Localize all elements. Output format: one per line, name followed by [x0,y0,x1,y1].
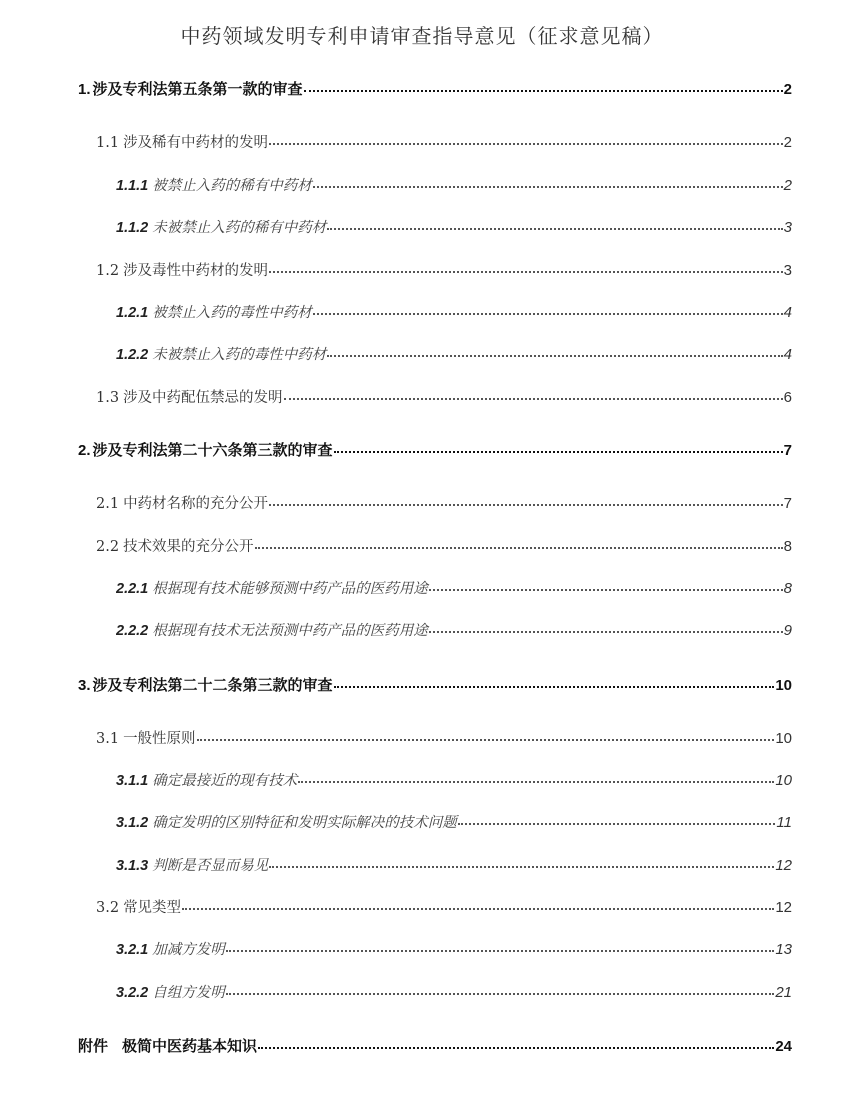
toc-entry-page: 7 [783,495,792,512]
toc-entry-page: 2 [783,81,792,98]
dot-leader [327,218,782,233]
toc-entry-1-2-2[interactable] [116,343,792,365]
toc-entry-number: 3.1.3 [116,858,149,874]
toc-entry-text: 极简中医药基本知识 [122,1038,258,1055]
dot-leader [429,621,783,636]
toc-entry-page: 2 [783,177,792,194]
toc-entry-number: 1.2.2 [116,347,149,363]
toc-entry-text: 加减方发明 [152,942,225,958]
toc-entry-number: 3.1.2 [116,815,149,831]
toc-entry-number: 1.1.2 [116,220,149,236]
toc-entry-text: 涉及专利法第二十二条第三款的审查 [92,677,333,694]
dot-leader [226,940,775,955]
toc-entry-label [96,727,196,748]
toc-entry-text: 技术效果的充分公开 [123,539,254,555]
toc-entry-number: 1.3 [96,390,120,406]
toc-entry-page: 10 [775,730,792,747]
toc-entry-number: 1.2.1 [116,305,149,321]
toc-entry-page: 21 [775,984,792,1001]
toc-entry-page: 8 [783,538,792,555]
toc-entry-label [96,386,283,407]
toc-entry-label [116,301,312,322]
toc-entry-1-1-1[interactable] [116,174,792,196]
toc-entry-number: 1.1.1 [116,178,149,194]
toc-entry-1[interactable] [78,78,792,100]
dot-leader [304,79,783,94]
toc-entry-text: 未被禁止入药的稀有中药材 [152,220,327,236]
dot-leader [334,675,775,690]
toc-entry-text: 涉及专利法第五条第一款的审查 [92,81,303,98]
toc-entry-label [96,259,268,280]
toc-entry-3-1[interactable] [96,727,792,749]
toc-entry-number: 1.1 [96,135,120,151]
toc-entry-number: 1. [78,81,91,98]
toc-entry-label [116,216,326,237]
toc-entry-text: 自组方发明 [152,985,225,1001]
toc-entry-page: 12 [775,899,792,916]
toc-entry-page: 10 [775,772,792,789]
toc-entry-3-1-2[interactable] [116,811,792,833]
toc-entry-label [116,854,268,875]
toc-entry-number: 2.2 [96,539,120,555]
toc-entry-text: 涉及专利法第二十六条第三款的审查 [92,442,333,459]
toc-entry-number: 1.2 [96,263,120,279]
toc-entry-text: 确定发明的区别特征和发明实际解决的技术问题 [152,815,457,831]
toc-entry-label [96,492,268,513]
toc-entry-number: 3.1 [96,731,120,747]
toc-entry-page: 13 [775,941,792,958]
toc-entry-2-2-1[interactable] [116,577,792,599]
dot-leader [334,440,783,455]
toc-entry-page: 3 [783,262,792,279]
dot-leader [269,133,783,148]
toc-entry-number: 3.1.1 [116,773,149,789]
toc-entry-2[interactable] [78,439,792,461]
toc-entry-number: 3. [78,677,91,694]
toc-entry-number: 附件 [78,1038,109,1055]
toc-entry-label [78,1035,257,1056]
toc-entry-page: 2 [783,134,792,151]
toc-entry-page: 3 [783,219,792,236]
dot-leader [313,303,783,318]
toc-entry-page: 12 [775,857,792,874]
toc-entry-label [96,896,181,917]
toc-entry-3-1-3[interactable] [116,854,792,876]
toc-entry-page: 4 [783,304,792,321]
dot-leader [429,579,783,594]
toc-entry-label [116,938,225,959]
toc-entry-number: 3.2 [96,900,120,916]
toc-entry-page: 6 [783,389,792,406]
dot-leader [269,261,783,276]
toc-entry-text: 未被禁止入药的毒性中药材 [152,347,327,363]
toc-entry-text: 被禁止入药的稀有中药材 [152,178,312,194]
toc-entry-text: 涉及毒性中药材的发明 [123,263,269,279]
toc-entry-2-2-2[interactable] [116,619,792,641]
toc-entry-label [116,769,297,790]
dot-leader [327,345,782,360]
toc-entry-label [96,535,254,556]
toc-entry-text: 被禁止入药的毒性中药材 [152,305,312,321]
dot-leader [269,856,774,871]
toc-entry-text: 根据现有技术能够预测中药产品的医药用途 [152,581,428,597]
toc-entry-1-1-2[interactable] [116,216,792,238]
toc-entry-text: 判断是否显而易见 [152,858,269,874]
toc-entry-label [78,674,333,695]
toc-entry-label [116,811,457,832]
dot-leader [258,1036,774,1051]
toc-entry-page: 9 [783,622,792,639]
toc-entry-label [116,981,225,1002]
document-title: 中药领域发明专利申请审查指导意见（征求意见稿） [180,24,664,48]
toc-entry-text: 根据现有技术无法预测中药产品的医药用途 [152,623,428,639]
toc-entry-label [78,439,333,460]
toc-entry-3-2-1[interactable] [116,938,792,960]
toc-entry-3[interactable] [78,674,792,696]
toc-entry-label [78,78,303,99]
toc-entry-label [116,577,428,598]
dot-leader [298,771,774,786]
toc-entry-page: 4 [783,346,792,363]
toc-entry-number: 2.2.1 [116,581,149,597]
toc-entry-number: 3.2.2 [116,985,149,1001]
toc-entry-number: 3.2.1 [116,942,149,958]
toc-entry-text: 常见类型 [123,900,182,916]
toc-entry-2-1[interactable] [96,492,792,514]
dot-leader [269,494,783,509]
toc-entry-label [116,174,312,195]
toc-entry-3-2[interactable] [96,896,792,918]
dot-leader [313,176,783,191]
toc-entry-1-3[interactable] [96,386,792,408]
toc-entry-text: 涉及中药配伍禁忌的发明 [123,390,283,406]
toc-entry-page: 8 [783,580,792,597]
toc-entry-label [96,131,268,152]
toc-entry-number: 2.1 [96,496,120,512]
toc-entry-3-1-1[interactable] [116,769,792,791]
toc-entry-page: 7 [783,442,792,459]
toc-entry-page: 10 [775,677,792,694]
toc-entry-page: 24 [775,1038,792,1055]
toc-entry-1-2[interactable] [96,259,792,281]
toc-entry-text: 一般性原则 [123,731,196,747]
toc-entry-1-2-1[interactable] [116,301,792,323]
toc-entry-number: 2. [78,442,91,459]
dot-leader [226,983,775,998]
toc-entry-label [116,619,428,640]
dot-leader [182,898,774,913]
dot-leader [255,537,783,552]
toc-entry-page: 11 [776,814,792,831]
toc-entry-text: 确定最接近的现有技术 [152,773,298,789]
toc-entry-附件[interactable] [78,1035,792,1057]
toc-entry-2-2[interactable] [96,535,792,557]
toc-entry-number: 2.2.2 [116,623,149,639]
dot-leader [458,813,776,828]
toc-entry-text: 中药材名称的充分公开 [123,496,269,512]
toc-entry-text: 涉及稀有中药材的发明 [123,135,269,151]
toc-entry-label [116,343,326,364]
dot-leader [284,388,783,403]
toc-entry-1-1[interactable] [96,131,792,153]
toc-entry-3-2-2[interactable] [116,981,792,1003]
dot-leader [197,729,775,744]
